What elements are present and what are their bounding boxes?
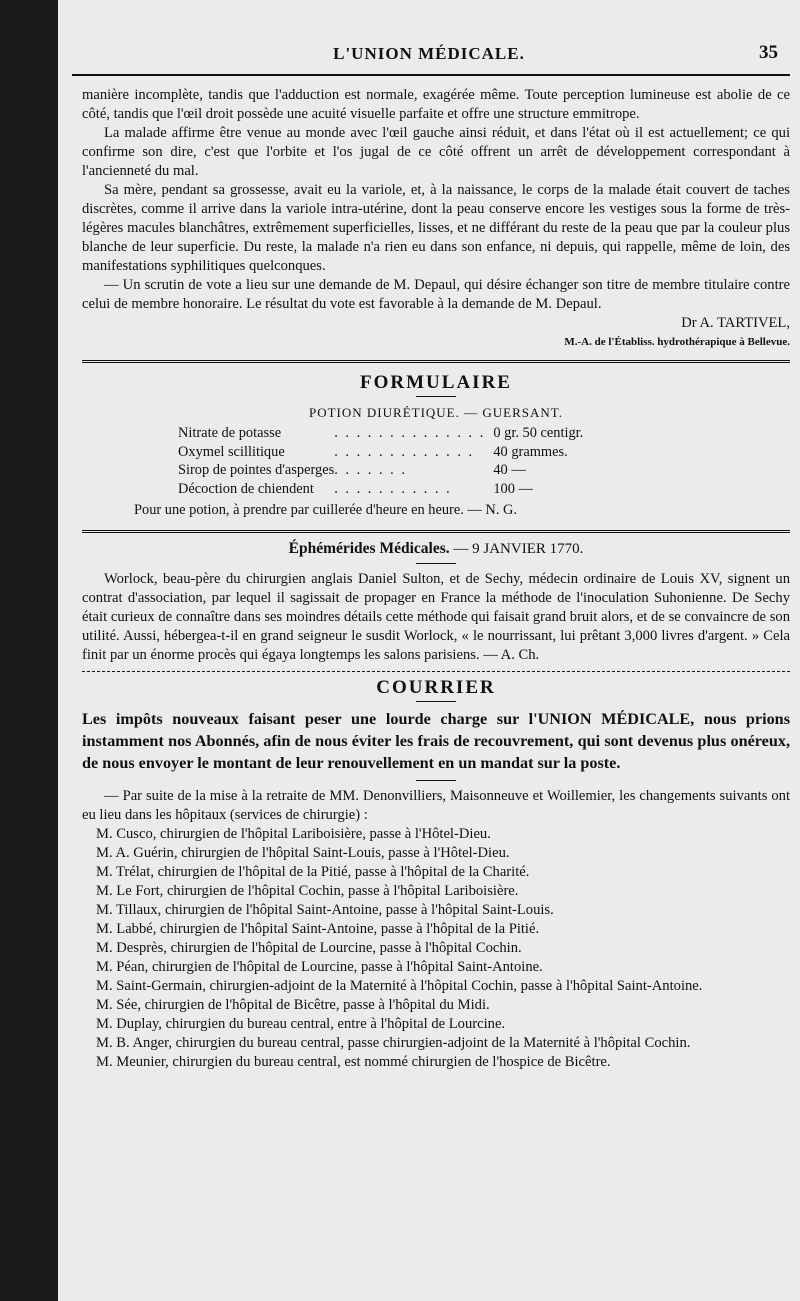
header-rule bbox=[72, 74, 790, 76]
list-item: M. Saint-Germain, chirurgien-adjoint de la Maternité à l'hôpital Cochin, passe à l'hôpital Saint-Antoine. bbox=[96, 978, 703, 994]
list-item: M. Cusco, chirurgien de l'hôpital Lariboisière, passe à l'Hôtel-Dieu. bbox=[96, 826, 491, 842]
courrier-title: COURRIER bbox=[376, 677, 496, 698]
list-item: M. Meunier, chirurgien du bureau central, est nommé chirurgien de l'hospice de Bicêtre. bbox=[96, 1054, 611, 1070]
page bbox=[58, 0, 800, 1301]
courrier-intro: — Par suite de la mise à la retraite de MM. Denonvilliers, Maisonneuve et Woillemier, les changements suivants ont eu lieu dans les hôpitaux (services de chirurgie) : bbox=[82, 788, 790, 823]
ingredient-name: Nitrate de potasse bbox=[178, 425, 282, 441]
recipe-row bbox=[178, 443, 583, 462]
signature-name: Dr A. TARTIVEL, bbox=[681, 315, 790, 331]
paragraph: manière incomplète, tandis que l'adduction est normale, exagérée même. Toute perception lumineuse est abolie de ce côté, tandis que l'œil droit possède une acuité visuelle parfaite et offre une structure emmitrope. bbox=[82, 87, 790, 122]
short-rule bbox=[416, 701, 456, 702]
article-body bbox=[82, 86, 790, 1072]
short-rule bbox=[416, 780, 456, 781]
paragraph: La malade affirme être venue au monde avec l'œil gauche ainsi réduit, et dans l'état où il est actuellement; ce qui confirme son dire, c'est que l'orbite et l'os jugal de ce côté offrent un arrêt de développement correspondant à l'ancienneté du mal. bbox=[82, 125, 790, 179]
ingredient-qty: 40 grammes. bbox=[493, 443, 568, 460]
section-divider bbox=[82, 671, 790, 672]
changes-list bbox=[82, 825, 790, 1072]
signature-title: M.-A. de l'Établiss. hydrothérapique à Bellevue. bbox=[564, 336, 790, 348]
recipe-note: Pour une potion, à prendre par cuillerée d'heure en heure. — N. G. bbox=[134, 502, 518, 518]
ephemerides-date: — 9 JANVIER 1770. bbox=[453, 541, 584, 557]
list-item: M. Trélat, chirurgien de l'hôpital de la Pitié, passe à l'hôpital de la Charité. bbox=[96, 864, 530, 880]
recipe-row bbox=[178, 480, 583, 499]
section-divider bbox=[82, 360, 790, 363]
recipe-row bbox=[178, 424, 583, 443]
page-header bbox=[58, 0, 800, 62]
subscription-notice: Les impôts nouveaux faisant peser une lourde charge sur l'UNION MÉDICALE, nous prions instamment nos Abonnés, afin de nous éviter les frais de recouvrement, qui sont devenus plus onéreux, de nous envoyer le montant de leur renouvellement en un mandat sur la poste. bbox=[82, 710, 790, 772]
leader-dots: . . . . . . . . . . . . . . bbox=[334, 425, 486, 441]
formulaire-title: FORMULAIRE bbox=[360, 372, 512, 393]
ingredient-qty: 100 — bbox=[493, 480, 533, 497]
ingredient-qty: 0 gr. 50 centigr. bbox=[493, 425, 584, 441]
list-item: M. Labbé, chirurgien de l'hôpital Saint-Antoine, passe à l'hôpital de la Pitié. bbox=[96, 921, 540, 937]
ephemerides-heading bbox=[82, 539, 790, 559]
leader-dots: . . . . . . . bbox=[334, 462, 407, 478]
page-number: 35 bbox=[759, 42, 778, 63]
paragraph: Sa mère, pendant sa grossesse, avait eu la variole, et, à la naissance, le corps de la malade était couvert de taches discrètes, comme il arrive dans la variole intra-utérine, dont la peau conserve encore les vestiges sous la forme de très-légères macules blanchâtres, extrêmement superficielles, lisses, et ne différant du reste de la peau que par la couleur plus blanche de leur superficie. Du reste, la malade n'a rien eu dans son enfance, ni depuis, qui rappelle, même de loin, des manifestations syphilitiques quelconques. bbox=[82, 182, 790, 274]
recipe-row bbox=[178, 461, 583, 480]
journal-title: L'UNION MÉDICALE. bbox=[333, 44, 525, 63]
leader-dots: . . . . . . . . . . . bbox=[334, 480, 452, 497]
short-rule bbox=[416, 396, 456, 397]
recipe-table bbox=[178, 424, 583, 498]
recipe-title: POTION DIURÉTIQUE. — GUERSANT. bbox=[309, 405, 563, 420]
leader-dots: . . . . . . . . . . . . . bbox=[334, 443, 475, 460]
list-item: M. Sée, chirurgien de l'hôpital de Bicêtre, passe à l'hôpital du Midi. bbox=[96, 997, 490, 1013]
ingredient-name: Décoction de chiendent bbox=[178, 480, 314, 497]
list-item: M. Péan, chirurgien de l'hôpital de Lourcine, passe à l'hôpital Saint-Antoine. bbox=[96, 959, 543, 975]
section-divider bbox=[82, 530, 790, 533]
list-item: M. Le Fort, chirurgien de l'hôpital Cochin, passe à l'hôpital Lariboisière. bbox=[96, 883, 519, 899]
list-item: M. Tillaux, chirurgien de l'hôpital Saint-Antoine, passe à l'hôpital Saint-Louis. bbox=[96, 902, 554, 918]
short-rule bbox=[416, 563, 456, 564]
ingredient-name: Sirop de pointes d'asperges bbox=[178, 462, 335, 478]
list-item: M. A. Guérin, chirurgien de l'hôpital Saint-Louis, passe à l'Hôtel-Dieu. bbox=[96, 845, 510, 861]
list-item: M. B. Anger, chirurgien du bureau central, passe chirurgien-adjoint de la Maternité à l'hôpital Cochin. bbox=[96, 1035, 691, 1051]
ingredient-qty: 40 — bbox=[493, 462, 526, 478]
ephemerides-text: Worlock, beau-père du chirurgien anglais Daniel Sulton, et de Sechy, médecin ordinaire de Louis XV, signent un contrat d'association, par lequel il sagissait de propager en France la méthode de l'inoculation Suhonienne. De Sechy était curieux de connaître dans ses moindres détails cette méthode qui faisait grand bruit alors, et de se convaincre de son utilité. Aussi, hébergea-t-il en grand seigneur le susdit Worlock, « le nourrissant, lui prêtant 3,000 livres d'argent. » Cela finit par un énorme procès qui égaya longtemps les salons parisiens. — A. Ch. bbox=[82, 571, 790, 663]
ephemerides-title: Éphémérides Médicales. bbox=[288, 540, 450, 557]
paragraph: — Un scrutin de vote a lieu sur une demande de M. Depaul, qui désire échanger son titre de membre titulaire contre celui de membre honoraire. Le résultat du vote est favorable à la demande de M. Depaul. bbox=[82, 277, 790, 312]
list-item: M. Desprès, chirurgien de l'hôpital de Lourcine, passe à l'hôpital Cochin. bbox=[96, 940, 522, 956]
list-item: M. Duplay, chirurgien du bureau central, entre à l'hôpital de Lourcine. bbox=[96, 1016, 506, 1032]
ingredient-name: Oxymel scillitique bbox=[178, 443, 285, 460]
